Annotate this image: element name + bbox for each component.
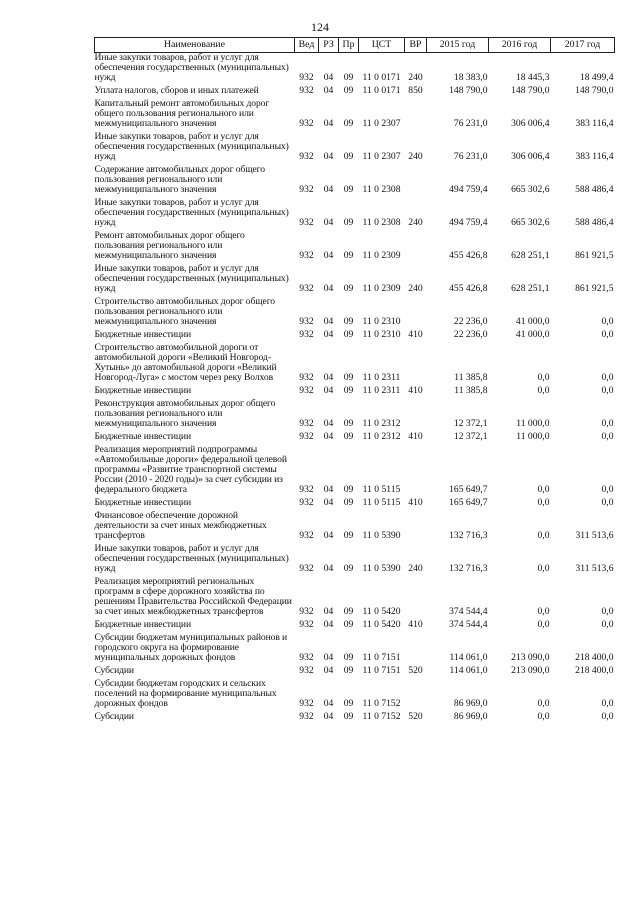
ved-cell: 932 <box>299 372 314 383</box>
pr-cell: 09 <box>343 372 354 383</box>
amount-2017-cell: 0,0 <box>601 418 614 429</box>
vr-cell <box>405 511 427 544</box>
amount-2016-cell: 628 251,1 <box>511 283 550 294</box>
cst-cell: 11 0 2307 <box>362 118 401 129</box>
amount-2015-cell: 11 385,8 <box>454 372 488 383</box>
cst-cell: 11 0 5115 <box>362 497 401 508</box>
amount-2015-cell: 494 759,4 <box>449 217 488 228</box>
ved-cell: 932 <box>299 118 314 129</box>
row-name-cell: Уплата налогов, сборов и иных платежей <box>94 85 259 96</box>
rz-cell: 04 <box>323 563 334 574</box>
vr-cell: 240 <box>408 72 423 83</box>
amount-2015-cell: 132 716,3 <box>449 563 488 574</box>
table-row <box>95 679 615 712</box>
amount-2017-cell: 311 513,6 <box>575 563 614 574</box>
pr-cell: 09 <box>343 250 354 261</box>
amount-2017-cell: 588 486,4 <box>575 217 614 228</box>
budget-table <box>94 37 615 725</box>
table-row <box>95 132 615 165</box>
cst-cell: 11 0 5420 <box>362 619 401 630</box>
vr-cell: 240 <box>408 283 423 294</box>
amount-2016-cell: 41 000,0 <box>515 316 550 327</box>
amount-2016-cell: 0,0 <box>537 619 550 630</box>
amount-2016-cell: 11 000,0 <box>516 431 550 442</box>
table-row <box>95 633 615 666</box>
rz-cell: 04 <box>323 316 334 327</box>
rz-cell: 04 <box>323 72 334 83</box>
ved-cell: 932 <box>299 665 314 676</box>
amount-2017-cell: 0,0 <box>601 606 614 617</box>
amount-2016-cell: 148 790,0 <box>511 85 550 96</box>
amount-2015-cell: 11 385,8 <box>454 385 488 396</box>
column-header: Вед <box>295 38 319 53</box>
amount-2015-cell: 114 061,0 <box>449 665 488 676</box>
vr-cell <box>405 165 427 198</box>
amount-2016-cell: 0,0 <box>537 563 550 574</box>
amount-2016-cell: 11 000,0 <box>516 418 550 429</box>
amount-2015-cell: 12 372,1 <box>453 418 488 429</box>
amount-2015-cell: 12 372,1 <box>453 431 488 442</box>
row-name-cell: Субсидии <box>94 711 134 722</box>
amount-2016-cell: 213 090,0 <box>511 652 550 663</box>
vr-cell <box>405 633 427 666</box>
ved-cell: 932 <box>299 250 314 261</box>
ved-cell: 932 <box>299 652 314 663</box>
row-name-cell: Бюджетные инвестиции <box>94 497 191 508</box>
ved-cell: 932 <box>299 497 314 508</box>
page-number: 124 <box>311 20 329 34</box>
vr-cell: 410 <box>408 431 423 442</box>
row-name-cell: Ремонт автомобильных дорог общего пользования регионального или межмуниципального значения <box>94 230 245 261</box>
table-row <box>95 198 615 231</box>
amount-2015-cell: 494 759,4 <box>449 184 488 195</box>
table-row <box>95 53 615 87</box>
table-row <box>95 264 615 297</box>
table-row <box>95 99 615 132</box>
cst-cell: 11 0 7152 <box>362 698 401 709</box>
pr-cell: 09 <box>343 606 354 617</box>
cst-cell: 11 0 2309 <box>362 250 401 261</box>
row-name-cell: Иные закупки товаров, работ и услуг для обеспечения государственных (муниципальных) нужд <box>94 263 289 294</box>
table-header-row <box>95 38 615 53</box>
rz-cell: 04 <box>323 665 334 676</box>
vr-cell: 240 <box>408 217 423 228</box>
rz-cell: 04 <box>323 329 334 340</box>
cst-cell: 11 0 2310 <box>362 329 401 340</box>
amount-2016-cell: 306 006,4 <box>511 118 550 129</box>
pr-cell: 09 <box>343 563 354 574</box>
amount-2017-cell: 218 400,0 <box>575 652 614 663</box>
amount-2017-cell: 0,0 <box>601 372 614 383</box>
rz-cell: 04 <box>323 372 334 383</box>
amount-2016-cell: 0,0 <box>537 497 550 508</box>
column-header: 2015 год <box>427 38 489 53</box>
pr-cell: 09 <box>343 698 354 709</box>
ved-cell: 932 <box>299 711 314 722</box>
row-name-cell: Иные закупки товаров, работ и услуг для обеспечения государственных (муниципальных) нужд <box>94 131 289 162</box>
amount-2015-cell: 22 236,0 <box>453 329 488 340</box>
vr-cell: 410 <box>408 385 423 396</box>
ved-cell: 932 <box>299 217 314 228</box>
rz-cell: 04 <box>323 118 334 129</box>
pr-cell: 09 <box>343 418 354 429</box>
ved-cell: 932 <box>299 530 314 541</box>
vr-cell <box>405 445 427 498</box>
amount-2017-cell: 0,0 <box>601 711 614 722</box>
vr-cell <box>405 297 427 330</box>
row-name-cell: Реализация мероприятий подпрограммы «Автомобильные дороги» федеральной целевой программы «Развитие транспортной системы России (2010 - 2020 годы)» за счет субсидии из федерального бюджета <box>94 444 287 495</box>
amount-2016-cell: 41 000,0 <box>515 329 550 340</box>
table-row <box>95 343 615 386</box>
rz-cell: 04 <box>323 85 334 96</box>
ved-cell: 932 <box>299 151 314 162</box>
rz-cell: 04 <box>323 497 334 508</box>
pr-cell: 09 <box>343 497 354 508</box>
table-row <box>95 577 615 620</box>
amount-2016-cell: 18 445,3 <box>515 72 550 83</box>
row-name-cell: Субсидии бюджетам городских и сельских поселений на формирование муниципальных дорожных фондов <box>94 678 277 709</box>
amount-2016-cell: 306 006,4 <box>511 151 550 162</box>
pr-cell: 09 <box>343 329 354 340</box>
rz-cell: 04 <box>323 283 334 294</box>
cst-cell: 11 0 5390 <box>362 563 401 574</box>
table-body <box>95 53 615 726</box>
amount-2016-cell: 665 302,6 <box>511 217 550 228</box>
pr-cell: 09 <box>343 72 354 83</box>
ved-cell: 932 <box>299 283 314 294</box>
vr-cell <box>405 231 427 264</box>
pr-cell: 09 <box>343 665 354 676</box>
vr-cell: 240 <box>408 151 423 162</box>
ved-cell: 932 <box>299 184 314 195</box>
amount-2016-cell: 213 090,0 <box>511 665 550 676</box>
vr-cell: 520 <box>408 711 423 722</box>
ved-cell: 932 <box>299 563 314 574</box>
row-name-cell: Реализация мероприятий региональных программ в сфере дорожного хозяйства по решениям Правительства Российской Федерации за счет иных межбюджетных трансфертов <box>94 576 292 617</box>
row-name-cell: Содержание автомобильных дорог общего пользования регионального или межмуниципального значения <box>94 164 265 195</box>
amount-2017-cell: 311 513,6 <box>575 530 614 541</box>
amount-2017-cell: 383 116,4 <box>575 151 614 162</box>
cst-cell: 11 0 7152 <box>362 711 401 722</box>
table-row <box>95 231 615 264</box>
rz-cell: 04 <box>323 711 334 722</box>
amount-2015-cell: 455 426,8 <box>449 250 488 261</box>
cst-cell: 11 0 0171 <box>362 72 401 83</box>
vr-cell <box>405 99 427 132</box>
table-row <box>95 297 615 330</box>
ved-cell: 932 <box>299 85 314 96</box>
cst-cell: 11 0 7151 <box>362 665 401 676</box>
column-header: Наименование <box>95 38 295 53</box>
pr-cell: 09 <box>343 118 354 129</box>
pr-cell: 09 <box>343 283 354 294</box>
column-header: РЗ <box>319 38 339 53</box>
amount-2017-cell: 0,0 <box>601 431 614 442</box>
table-row <box>95 712 615 725</box>
pr-cell: 09 <box>343 385 354 396</box>
row-name-cell: Строительство автомобильной дороги от автомобильной дороги «Великий Новгород-Хутынь» до автомобильной дороги «Великий Новгород-Луга» с мостом через реку Волхов <box>94 342 277 383</box>
table-row <box>95 544 615 577</box>
cst-cell: 11 0 5115 <box>362 484 401 495</box>
amount-2017-cell: 861 921,5 <box>575 250 614 261</box>
table-row <box>95 445 615 498</box>
rz-cell: 04 <box>323 418 334 429</box>
pr-cell: 09 <box>343 652 354 663</box>
amount-2015-cell: 76 231,0 <box>453 151 488 162</box>
amount-2015-cell: 22 236,0 <box>453 316 488 327</box>
vr-cell <box>405 679 427 712</box>
rz-cell: 04 <box>323 652 334 663</box>
rz-cell: 04 <box>323 619 334 630</box>
amount-2015-cell: 76 231,0 <box>453 118 488 129</box>
amount-2017-cell: 0,0 <box>601 484 614 495</box>
amount-2015-cell: 114 061,0 <box>449 652 488 663</box>
amount-2015-cell: 165 649,7 <box>449 484 488 495</box>
amount-2015-cell: 86 969,0 <box>453 711 488 722</box>
row-name-cell: Субсидии бюджетам муниципальных районов и городского округа на формирование муниципальных дорожных фондов <box>94 632 288 663</box>
cst-cell: 11 0 5390 <box>362 530 401 541</box>
pr-cell: 09 <box>343 619 354 630</box>
amount-2017-cell: 18 499,4 <box>579 72 614 83</box>
amount-2015-cell: 455 426,8 <box>449 283 488 294</box>
amount-2015-cell: 132 716,3 <box>449 530 488 541</box>
rz-cell: 04 <box>323 151 334 162</box>
amount-2017-cell: 861 921,5 <box>575 283 614 294</box>
ved-cell: 932 <box>299 619 314 630</box>
row-name-cell: Иные закупки товаров, работ и услуг для обеспечения государственных (муниципальных) нужд <box>94 197 289 228</box>
vr-cell <box>405 343 427 386</box>
cst-cell: 11 0 2312 <box>362 418 401 429</box>
amount-2017-cell: 0,0 <box>601 497 614 508</box>
rz-cell: 04 <box>323 184 334 195</box>
column-header: Пр <box>339 38 359 53</box>
ved-cell: 932 <box>299 698 314 709</box>
rz-cell: 04 <box>323 250 334 261</box>
ved-cell: 932 <box>299 316 314 327</box>
table-row <box>95 165 615 198</box>
amount-2016-cell: 665 302,6 <box>511 184 550 195</box>
ved-cell: 932 <box>299 418 314 429</box>
amount-2015-cell: 374 544,4 <box>449 606 488 617</box>
amount-2017-cell: 588 486,4 <box>575 184 614 195</box>
amount-2017-cell: 0,0 <box>601 385 614 396</box>
amount-2017-cell: 383 116,4 <box>575 118 614 129</box>
amount-2016-cell: 0,0 <box>537 530 550 541</box>
cst-cell: 11 0 2312 <box>362 431 401 442</box>
rz-cell: 04 <box>323 217 334 228</box>
amount-2015-cell: 165 649,7 <box>449 497 488 508</box>
cst-cell: 11 0 2307 <box>362 151 401 162</box>
amount-2015-cell: 148 790,0 <box>449 85 488 96</box>
amount-2017-cell: 0,0 <box>601 329 614 340</box>
vr-cell <box>405 577 427 620</box>
cst-cell: 11 0 2309 <box>362 283 401 294</box>
pr-cell: 09 <box>343 316 354 327</box>
row-name-cell: Бюджетные инвестиции <box>94 619 191 630</box>
ved-cell: 932 <box>299 385 314 396</box>
pr-cell: 09 <box>343 217 354 228</box>
amount-2017-cell: 148 790,0 <box>575 85 614 96</box>
amount-2017-cell: 218 400,0 <box>575 665 614 676</box>
amount-2016-cell: 0,0 <box>537 372 550 383</box>
rz-cell: 04 <box>323 530 334 541</box>
row-name-cell: Иные закупки товаров, работ и услуг для обеспечения государственных (муниципальных) нужд <box>94 543 289 574</box>
cst-cell: 11 0 7151 <box>362 652 401 663</box>
row-name-cell: Капитальный ремонт автомобильных дорог общего пользования регионального или межмуниципального значения <box>94 98 270 129</box>
cst-cell: 11 0 2308 <box>362 184 401 195</box>
ved-cell: 932 <box>299 329 314 340</box>
pr-cell: 09 <box>343 530 354 541</box>
row-name-cell: Субсидии <box>94 665 134 676</box>
ved-cell: 932 <box>299 484 314 495</box>
amount-2015-cell: 86 969,0 <box>453 698 488 709</box>
cst-cell: 11 0 2310 <box>362 316 401 327</box>
amount-2017-cell: 0,0 <box>601 698 614 709</box>
pr-cell: 09 <box>343 431 354 442</box>
rz-cell: 04 <box>323 606 334 617</box>
column-header: 2016 год <box>489 38 551 53</box>
amount-2016-cell: 0,0 <box>537 711 550 722</box>
table-row <box>95 399 615 432</box>
cst-cell: 11 0 5420 <box>362 606 401 617</box>
rz-cell: 04 <box>323 698 334 709</box>
column-header: ЦСТ <box>359 38 405 53</box>
amount-2016-cell: 0,0 <box>537 484 550 495</box>
row-name-cell: Реконструкция автомобильных дорог общего пользования регионального или межмуниципального значения <box>94 398 276 429</box>
vr-cell: 850 <box>408 85 423 96</box>
pr-cell: 09 <box>343 484 354 495</box>
column-header: ВР <box>405 38 427 53</box>
ved-cell: 932 <box>299 431 314 442</box>
rz-cell: 04 <box>323 484 334 495</box>
row-name-cell: Бюджетные инвестиции <box>94 385 191 396</box>
amount-2015-cell: 374 544,4 <box>449 619 488 630</box>
row-name-cell: Бюджетные инвестиции <box>94 329 191 340</box>
vr-cell: 410 <box>408 329 423 340</box>
pr-cell: 09 <box>343 151 354 162</box>
column-header: 2017 год <box>551 38 615 53</box>
row-name-cell: Строительство автомобильных дорог общего пользования регионального или межмуниципального значения <box>94 296 276 327</box>
ved-cell: 932 <box>299 72 314 83</box>
row-name-cell: Бюджетные инвестиции <box>94 431 191 442</box>
ved-cell: 932 <box>299 606 314 617</box>
cst-cell: 11 0 2311 <box>362 385 401 396</box>
cst-cell: 11 0 2311 <box>362 372 401 383</box>
vr-cell: 520 <box>408 665 423 676</box>
vr-cell <box>405 399 427 432</box>
pr-cell: 09 <box>343 85 354 96</box>
row-name-cell: Финансовое обеспечение дорожной деятельности за счет иных межбюджетных трансфертов <box>94 510 267 541</box>
cst-cell: 11 0 2308 <box>362 217 401 228</box>
amount-2016-cell: 628 251,1 <box>511 250 550 261</box>
pr-cell: 09 <box>343 711 354 722</box>
amount-2017-cell: 0,0 <box>601 619 614 630</box>
amount-2016-cell: 0,0 <box>537 606 550 617</box>
vr-cell: 410 <box>408 497 423 508</box>
rz-cell: 04 <box>323 431 334 442</box>
pr-cell: 09 <box>343 184 354 195</box>
table-row <box>95 511 615 544</box>
amount-2016-cell: 0,0 <box>537 698 550 709</box>
cst-cell: 11 0 0171 <box>362 85 401 96</box>
row-name-cell: Иные закупки товаров, работ и услуг для обеспечения государственных (муниципальных) нужд <box>94 52 289 83</box>
amount-2017-cell: 0,0 <box>601 316 614 327</box>
amount-2015-cell: 18 383,0 <box>453 72 488 83</box>
amount-2016-cell: 0,0 <box>537 385 550 396</box>
rz-cell: 04 <box>323 385 334 396</box>
vr-cell: 240 <box>408 563 423 574</box>
vr-cell: 410 <box>408 619 423 630</box>
